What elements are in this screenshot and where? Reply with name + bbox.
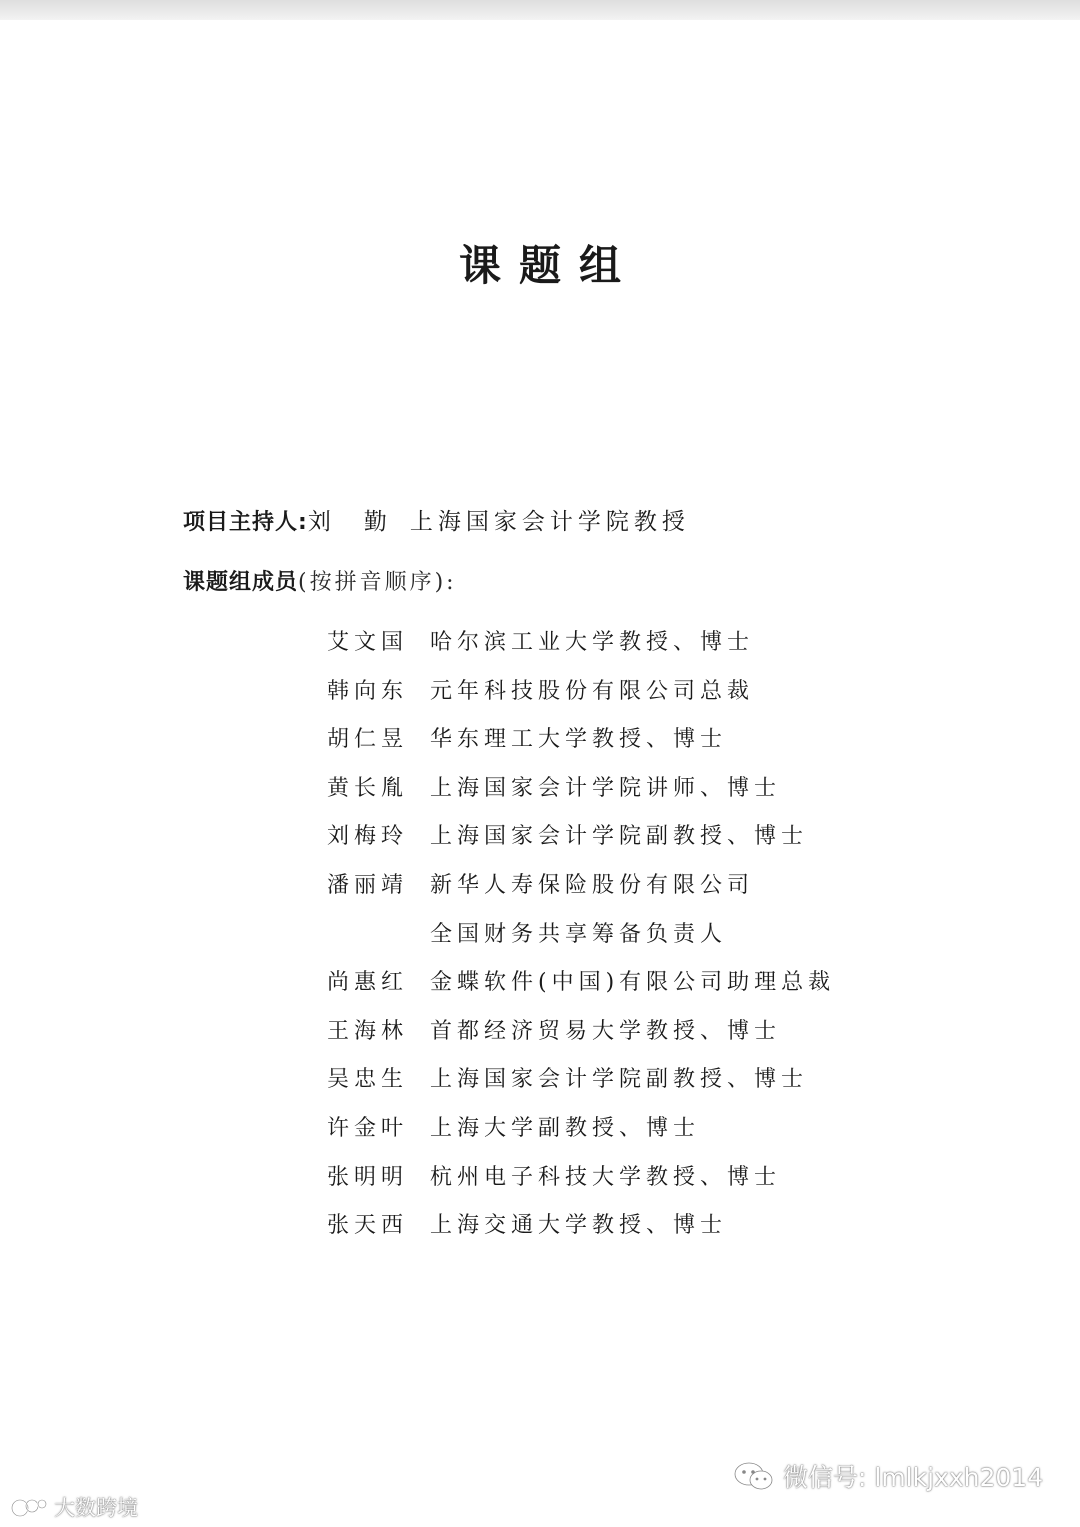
member-title: 上海国家会计学院副教授、博士 [430,1067,809,1093]
member-row [327,625,887,674]
member-name: 潘丽靖 [327,872,409,898]
member-title: 上海国家会计学院讲师、博士 [430,775,782,801]
member-name: 张天西 [327,1213,409,1239]
member-title: 华东理工大学教授、博士 [430,727,728,753]
member-row [327,1014,887,1063]
member-row [327,1208,887,1257]
host-label: 项目主持人: [183,510,308,535]
member-name: 尚惠红 [327,970,409,996]
page-title: 课题组 [458,241,639,290]
member-name: 黄长胤 [327,775,409,801]
member-row-continuation [327,917,887,966]
member-name: 刘梅玲 [327,824,409,850]
wechat-icon [733,1461,775,1491]
member-name: 许金叶 [327,1115,409,1141]
member-row [327,868,887,917]
member-name: 吴忠生 [327,1067,409,1093]
wechat-watermark [733,1458,1043,1494]
member-name: 艾文国 [327,630,409,655]
members-order-note: (按拼音顺序): [298,570,457,595]
scan-top-shadow [0,0,1080,20]
weibo-logo-icon [10,1496,50,1518]
member-row [327,1062,887,1111]
member-title: 元年科技股份有限公司总裁 [430,678,755,704]
member-row [327,1111,887,1160]
member-name: 王海林 [327,1018,409,1044]
member-name: 胡仁昱 [327,727,409,753]
member-title: 上海国家会计学院副教授、博士 [430,824,809,850]
member-title: 金蝶软件(中国)有限公司助理总裁 [430,970,836,996]
member-title: 新华人寿保险股份有限公司 [430,872,755,898]
member-row [327,674,887,723]
member-title: 上海大学副教授、博士 [430,1115,701,1141]
member-name: 韩向东 [327,678,409,704]
host-title: 上海国家会计学院教授 [409,509,690,535]
member-title: 首都经济贸易大学教授、博士 [430,1018,782,1044]
member-row [327,771,887,820]
member-row [327,965,887,1014]
member-row [327,722,887,771]
host-name: 刘勤 [307,509,420,535]
member-title: 哈尔滨工业大学教授、博士 [430,630,755,655]
member-name: 张明明 [327,1164,409,1190]
member-list [327,625,887,1257]
member-title: 杭州电子科技大学教授、博士 [430,1164,782,1190]
source-watermark [10,1493,138,1521]
members-heading [183,565,457,601]
member-title: 全国财务共享筹备负责人 [430,921,728,947]
project-host-line [183,504,690,540]
member-title: 上海交通大学教授、博士 [430,1213,728,1239]
member-row [327,1160,887,1209]
source-text: 大数跨境 [54,1496,138,1520]
member-row [327,819,887,868]
members-label: 课题组成员 [183,570,299,595]
wechat-id-text: 微信号: lmlkjxxh2014 [783,1463,1044,1492]
